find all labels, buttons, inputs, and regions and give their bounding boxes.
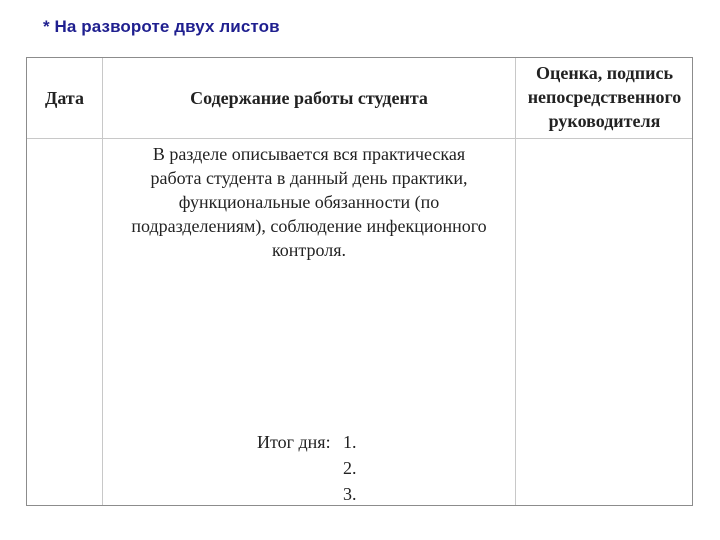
content-description <box>103 142 515 262</box>
day-total-item: 3. <box>343 484 357 504</box>
spread-note: * На развороте двух листов <box>43 17 280 36</box>
day-total-row <box>257 455 357 481</box>
description-line: контроля. <box>271 240 347 260</box>
column-divider-date <box>102 58 103 505</box>
description-line: работа студента в данный день практики, <box>150 168 468 188</box>
header-grade-line: руководителя <box>548 111 661 131</box>
day-total <box>257 429 357 507</box>
description-line: подразделениям), соблюдение инфекционного <box>131 216 487 236</box>
day-total-item: 2. <box>343 458 357 478</box>
description-line: функциональные обязанности (по <box>178 192 440 212</box>
header-divider <box>27 138 692 139</box>
header-grade-line: непосредственного <box>527 87 682 107</box>
day-total-row <box>257 481 357 507</box>
header-grade <box>516 61 693 133</box>
day-total-label: Итог дня: <box>257 432 331 452</box>
header-content: Содержание работы студента <box>190 88 428 108</box>
header-date: Дата <box>45 88 84 108</box>
diary-table <box>26 57 693 506</box>
header-grade-line: Оценка, подпись <box>535 63 674 83</box>
day-total-row <box>257 429 357 455</box>
description-line: В разделе описывается вся практическая <box>152 144 466 164</box>
day-total-item: 1. <box>343 432 357 452</box>
